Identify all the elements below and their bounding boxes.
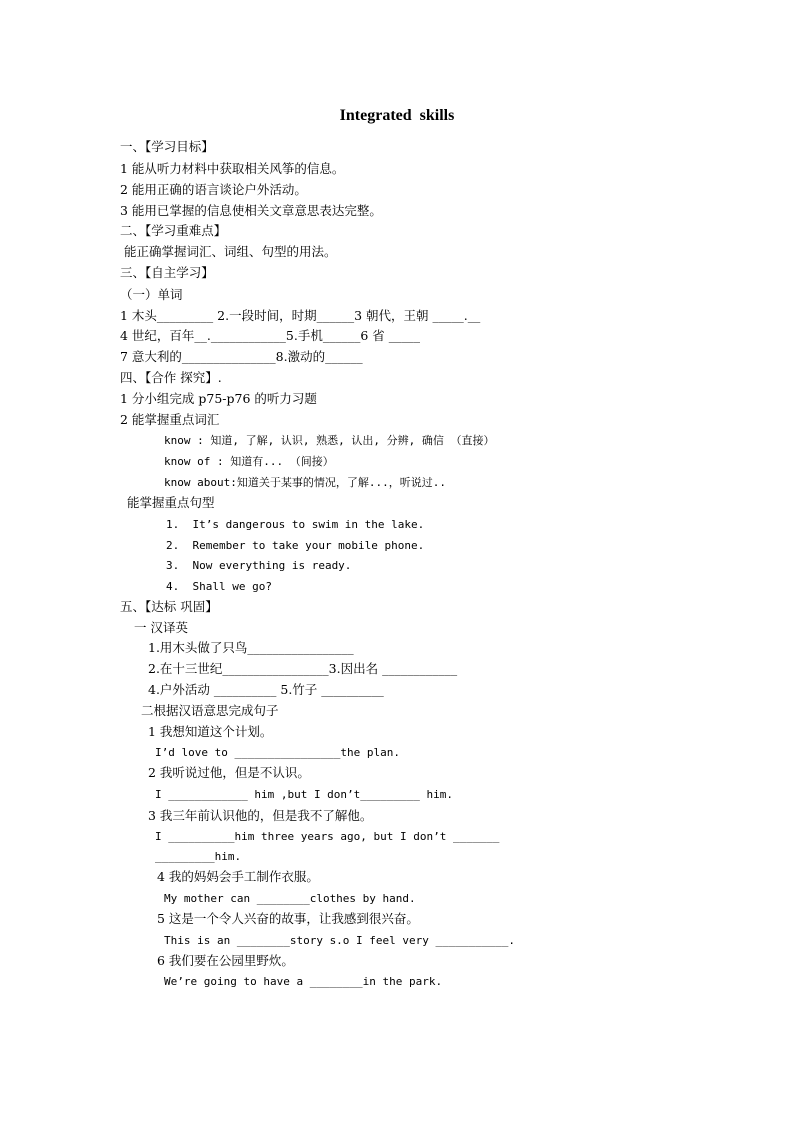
text-line: I’d love to ________________the plan.	[155, 746, 401, 759]
text-line: 2 能掌握重点词汇	[120, 412, 220, 427]
text-line: 6 我们要在公园里野炊。	[157, 953, 294, 968]
text-line: 3. Now everything is ready.	[166, 559, 352, 572]
text-line: 四、【合作 探究】.	[120, 370, 222, 385]
text-line: 2 我听说过他，但是不认识。	[148, 765, 310, 780]
text-line: 7 意大利的_______________8.激动的______	[120, 349, 363, 364]
page-title: Integrated skills	[339, 107, 455, 124]
text-line: 4. Shall we go?	[166, 580, 272, 593]
text-line: 1 我想知道这个计划。	[148, 724, 273, 739]
text-line: 3 能用已掌握的信息使相关文章意思表达完整。	[120, 203, 382, 218]
text-line: 1 木头_________ 2.一段时间，时期______3 朝代，王朝 _____.__	[120, 308, 481, 323]
text-line: We’re going to have a ________in the park.	[164, 975, 443, 988]
text-line: 1 分小组完成 p75-p76 的听力习题	[120, 391, 317, 406]
text-line: know of : 知道有... （间接）	[164, 455, 334, 468]
text-line: 1. It’s dangerous to swim in the lake.	[166, 518, 425, 531]
text-line: 能掌握重点句型	[127, 495, 215, 510]
text-line: know about:知道关于某事的情况，了解...，听说过..	[164, 476, 446, 489]
text-line: 一 汉译英	[134, 620, 188, 635]
text-line: 5 这是一个令人兴奋的故事，让我感到很兴奋。	[157, 911, 419, 926]
text-line: 二根据汉语意思完成句子	[141, 703, 279, 718]
text-line: 三、【自主学习】	[120, 265, 214, 280]
text-line: 2. Remember to take your mobile phone.	[166, 539, 425, 552]
text-line: _________him.	[155, 850, 242, 863]
text-line: My mother can ________clothes by hand.	[164, 892, 416, 905]
text-line: 一、【学习目标】	[120, 139, 214, 154]
text-line: 能正确掌握词汇、词组、句型的用法。	[120, 244, 337, 259]
text-line: 2.在十三世纪_________________3.因出名 ____________	[148, 661, 458, 676]
text-line: 五、【达标 巩固】	[120, 599, 218, 614]
text-line: 1 能从听力材料中获取相关风筝的信息。	[120, 161, 345, 176]
text-line: I ____________ him ,but I don’t_________ him.	[155, 788, 454, 801]
text-line: 1.用木头做了只鸟_________________	[148, 640, 354, 655]
text-line: 二、【学习重难点】	[120, 223, 227, 238]
text-line: 4 我的妈妈会手工制作衣服。	[157, 869, 319, 884]
text-line: This is an ________story s.o I feel very ___________.	[164, 934, 515, 947]
text-line: 4.户外活动 __________ 5.竹子 __________	[148, 682, 384, 697]
text-line: （一）单词	[120, 287, 183, 302]
text-line: know : 知道, 了解, 认识, 熟悉, 认出, 分辨, 确信 （直接）	[164, 434, 495, 447]
text-line: I __________him three years ago, but I don’t _______	[155, 830, 500, 843]
text-line: 4 世纪，百年__.____________5.手机______6 省 _____	[120, 328, 420, 343]
text-line: 2 能用正确的语言谈论户外活动。	[120, 182, 307, 197]
text-line: 3 我三年前认识他的，但是我不了解他。	[148, 808, 373, 823]
